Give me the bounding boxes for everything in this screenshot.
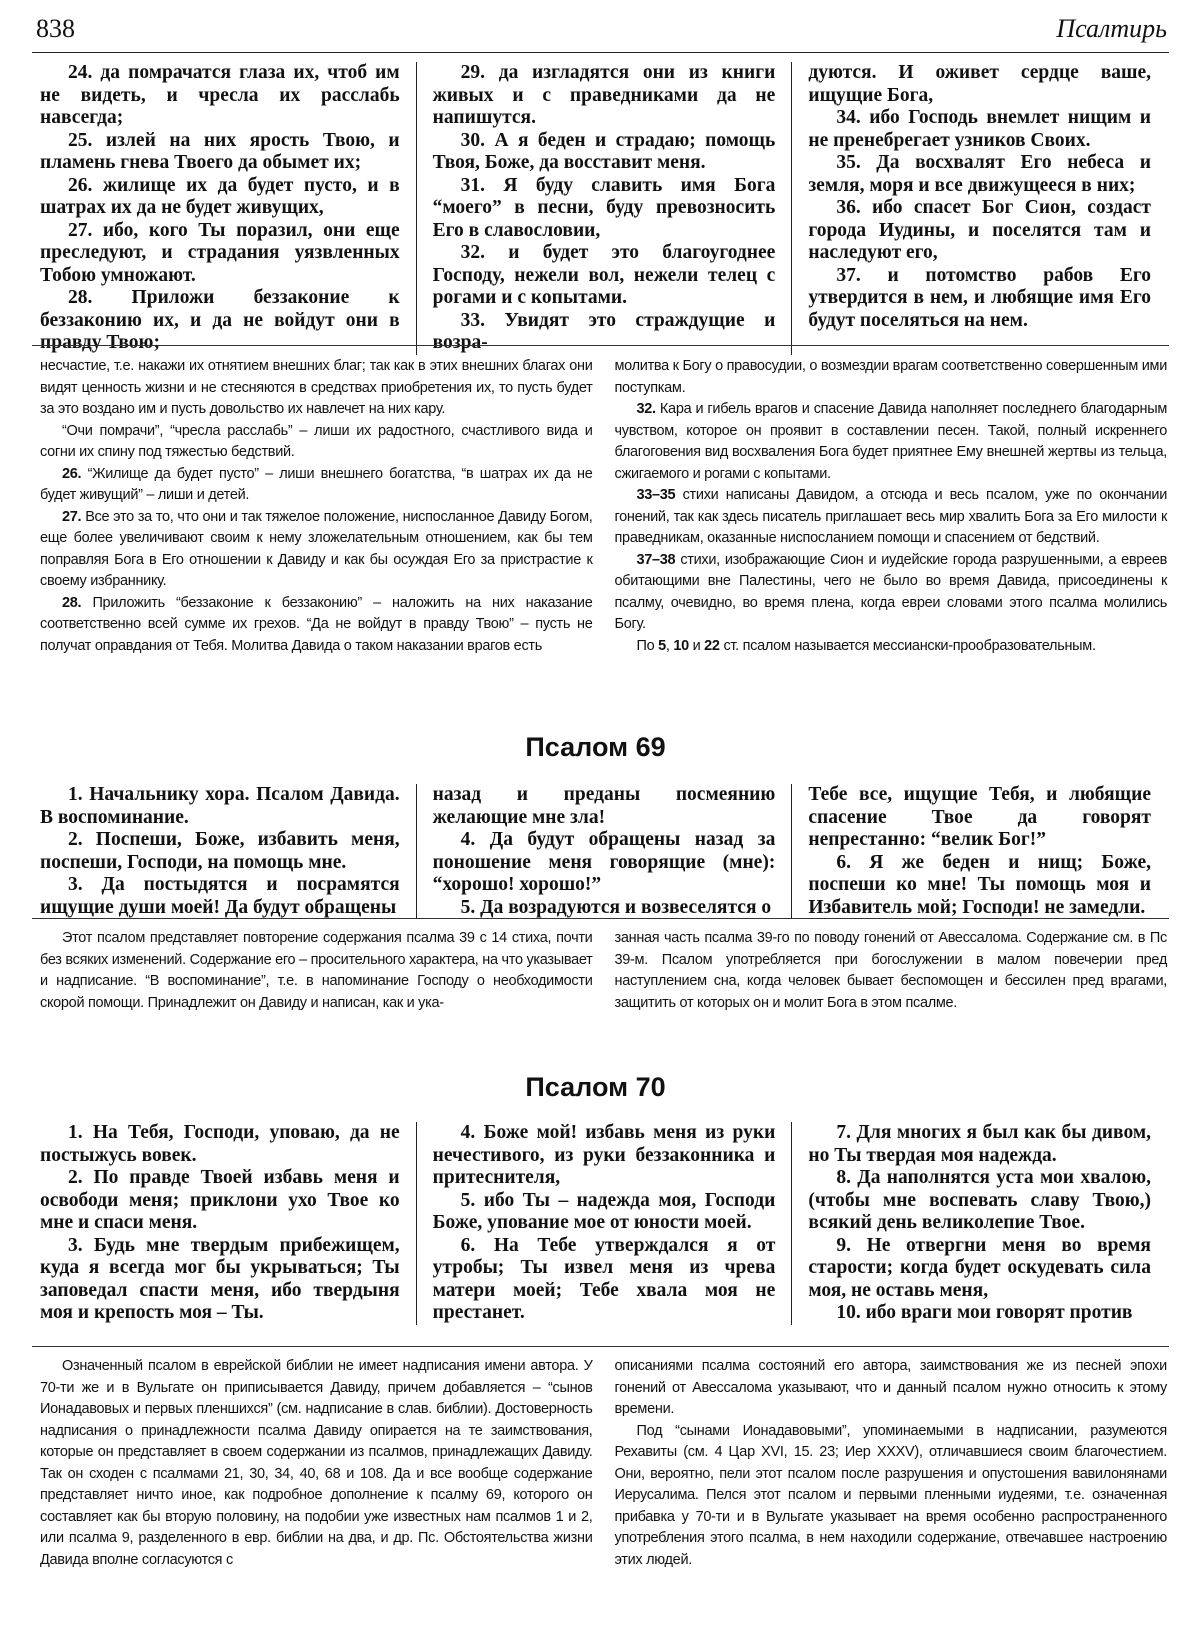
verse: 2. Поспеши, Боже, избавить меня, поспеши, Господи, на помощь мне. [40, 829, 400, 873]
commentary-paragraph: 37–38 стихи, изображающие Сион и иудейские города разрушенными, а евреев обитающими вне Палестины, чего не было во время Давида, присоединены к псалму, очевидно, во время плена, когда евреи словами этого псалма молились Богу. [614, 551, 1167, 632]
verse: 4. Боже мой! избавь меня из руки нечестивого, из руки беззаконника и притеснителя, [432, 1122, 776, 1188]
header-rule [32, 52, 1169, 53]
psalm69-verses [40, 784, 1167, 919]
verse-ref: 26. [62, 465, 82, 482]
verse: 2. По правде Твоей избавь меня и освободи меня; приклони ухо Твое ко мне и спаси меня. [40, 1167, 400, 1233]
commentary-paragraph: 27. Все это за то, что они и так тяжелое положение, ниспосланное Давиду Богом, еще более увеличивают своим к нему зложелательным отношением, как бы тем поправляя Бога в Его отношении к Давиду и как бы осуждая Его за пристрастие к своему избраннику. [40, 508, 593, 589]
verse-column-3 [791, 784, 1167, 919]
verse-ref: 27. [62, 508, 82, 525]
verse: 5. Да возрадуются и возвеселятся о [460, 896, 772, 918]
verse: 5. ибо Ты – надежда моя, Господи Боже, упование мое от юности моей. [432, 1189, 776, 1233]
commentary-column-right [615, 1356, 1168, 1571]
psalm70-commentary [40, 1356, 1167, 1571]
verse-continuation: назад и преданы посмеянию желающие мне зла! [432, 784, 776, 828]
section-rule [32, 345, 1169, 346]
verse: 26. жилище их да будет пусто, и в шатрах их да не будет живущих, [40, 174, 400, 218]
commentary-paragraph: 28. Приложить “беззаконие к беззаконию” – наложить на них наказание соответственно всей сумме их грехов. “Да не войдут в правду Твою” – пусть не получат оправдания от Тебя. Молитва Давида о таком наказании врагов есть [40, 594, 593, 654]
verse-column-1 [40, 1122, 416, 1325]
psalm70-verses [40, 1122, 1167, 1325]
commentary-column-left [40, 928, 593, 1014]
verse: 27. ибо, кого Ты поразил, они еще преследуют, и страдания уязвленных Тобою умножают. [40, 219, 400, 286]
verse-ref: 32. [636, 401, 656, 417]
psalm69-commentary [40, 928, 1167, 1014]
verse: 31. Я буду славить имя Бога “моего” в песни, буду превозносить Его в славословии, [432, 174, 776, 241]
commentary-column-left [40, 1356, 593, 1571]
commentary-paragraph: Означенный псалом в еврейской библии не имеет надписания имени автора. У 70-ти же и в Вульгате он приписывается Давиду, причем добавляется – “сынов Ионадавовых и первых пленшихся” (см. надписание в слав. библии). Достоверность надписания о принадлежности псалма Давиду опирается на те заимствования, которые он представляет в своем содержании из псалмов, принадлежащих Давиду. Так он сходен с псалмами 21, 30, 34, 40, 68 и 108. Да и все вообще содержание представляет ничто иное, как подробное дополнение к псалму 69, которого он составляет как бы вторую половину, на подобии уже известных нам псалмов 1 и 2, или псалма 9, разделенного в евр. библии на два, и др. Пс. Обстоятельства жизни Давида вполне согласуются с [40, 1358, 593, 1568]
commentary-column-left [40, 356, 593, 657]
running-title: Псалтирь [1056, 14, 1167, 43]
commentary-paragraph: молитва к Богу о правосудии, о возмездии врагам соответственно совершенным ими поступкам. [614, 358, 1167, 396]
verse: 8. Да наполнятся уста мои хвалою, (чтобы мне воспевать славу Твою,) всякий день великолепие Твое. [808, 1167, 1151, 1233]
verse-column-2 [416, 62, 792, 355]
verse-ref: 28. [62, 594, 82, 611]
commentary-paragraph: 33–35 стихи написаны Давидом, а отсюда и весь псалом, уже по окончании гонений, так как здесь писатель приглашает весь мир хвалить Бога за Его милости к праведникам, оказанные ниспосланием помощи и спасением от бедствий. [614, 487, 1167, 546]
psalm68-verses [40, 62, 1167, 355]
verse: 7. Для многих я был как бы дивом, но Ты твердая моя надежда. [808, 1122, 1151, 1166]
verse-ref: 33–35 [636, 487, 676, 503]
verse: 32. и будет это благоугоднее Господу, нежели вол, нежели телец с рогами и с копытами. [432, 242, 776, 308]
verse: 6. На Тебе утверждался я от утробы; Ты извел меня из чрева матери моей; Тебе хвала моя не престанет. [432, 1234, 776, 1323]
verse-column-2 [416, 784, 792, 919]
verse: 35. Да восхвалят Его небеса и земля, моря и все движущееся в них; [808, 152, 1151, 196]
verse: 28. Приложи беззаконие к беззаконию их, и да не войдут они в правду Твою; [40, 287, 400, 353]
commentary-paragraph: 26. “Жилище да будет пусто” – лиши внешнего богатства, “в шатрах их да не будет живущий” – лиши и детей. [40, 465, 593, 503]
verse: 3. Будь мне твердым прибежищем, куда я всегда мог бы укрываться; Ты заповедал спасти меня, ибо твердыня моя и крепость моя – Ты. [40, 1234, 400, 1323]
commentary-paragraph: несчастие, т.е. накажи их отнятием внешних благ; так как в этих внешних благах они видят ценность жизни и не стесняются в средствах приобретения их, то пусть будет за это воздано им и пусть довольство их навлечет на них кару. [40, 358, 593, 417]
verse: 33. Увидят это страждущие и возра- [432, 309, 776, 353]
verse-column-3 [791, 62, 1167, 355]
verse: 1. Начальнику хора. Псалом Давида. В воспоминание. [40, 784, 400, 828]
commentary-paragraph: Под “сынами Ионадавовыми”, упоминаемыми в надписании, разумеются Рехавиты (см. 4 Цар XVI, 15. 23; Иер XXXV), отличавшиеся своим благочестием. Они, вероятно, пели этот псалом после разрушения и опустошения вавилонянами Иерусалима. Пелся этот псалом и первыми пленными иудеями, т.е. означенная прибавка у 70-ти и в Вульгате указывает на время особенно распространенного употребления этого псалма, в нем находили содержание, отвечавшее настроению этих людей. [614, 1422, 1167, 1568]
verse: 29. да изгладятся они из книги живых и с праведниками да не напишутся. [432, 62, 776, 128]
commentary-paragraph: Этот псалом представляет повторение содержания псалма 39 с 14 стиха, почти без всяких изменений. Содержание его – просительного характера, на что указывает и надписание. “В воспоминание”, т.е. в напоминание Господу о необходимости скорой помощи. Принадлежит он Давиду и написан, как и ука- [40, 930, 593, 1011]
verse-column-1 [40, 62, 416, 355]
commentary-paragraph: “Очи помрачи”, “чресла расслабь” – лиши их радостного, счастливого вида и согни их спину под тяжестью бедствий. [40, 422, 593, 460]
psalm68-commentary [40, 356, 1167, 657]
commentary-paragraph: описаниями псалма состояний его автора, заимствования же из песней эпохи гонений от Авессалома указывают, что и данный псалом нужно относить к этому времени. [614, 1358, 1167, 1417]
verse-column-2 [416, 1122, 792, 1325]
verse: 25. излей на них ярость Твою, и пламень гнева Твоего да обымет их; [40, 129, 400, 173]
verse: 24. да помрачатся глаза их, чтоб им не видеть, и чресла их расслабь навсегда; [40, 62, 400, 128]
verse: 3. Да постыдятся и посрамятся ищущие души моей! Да будут обращены [40, 874, 400, 918]
commentary-column-right [615, 928, 1168, 1014]
verse: 30. А я беден и страдаю; помощь Твоя, Боже, да восставит меня. [432, 129, 776, 173]
page-number: 838 [36, 14, 75, 43]
section-rule [32, 918, 1169, 919]
verse: 9. Не отвергни меня во время старости; когда будет оскудевать сила моя, не оставь меня, [808, 1234, 1151, 1301]
verse: 6. Я же беден и нищ; Боже, поспеши ко мне! Ты помощь моя и Избавитель мой; Господи! не замедли. [808, 851, 1151, 918]
commentary-paragraph: 32. Кара и гибель врагов и спасение Давида наполняет последнего благодарным чувством, которое он проявит в составлении песен. Такой, полный искреннего благоговения вид восхваления Бога будет приятнее Ему внешней жертвы из тельца, сжигаемого и рогами с копытами. [614, 401, 1167, 482]
verse: 4. Да будут обращены назад за поношение меня говорящие (мне): “хорошо! хорошо!” [432, 829, 776, 895]
verse: 37. и потомство рабов Его утвердится в нем, и любящие имя Его будут поселяться на нем. [808, 264, 1151, 331]
verse-continuation: дуются. И оживет сердце ваше, ищущие Бога, [808, 62, 1151, 106]
verse: 10. ибо враги мои говорят против [836, 1302, 1133, 1323]
verse: 1. На Тебя, Господи, уповаю, да не постыжусь вовек. [40, 1122, 400, 1166]
section-rule [32, 1346, 1169, 1347]
verse-column-1 [40, 784, 416, 919]
commentary-paragraph: По 5, 10 и 22 ст. псалом называется мессиански-прообразовательным. [636, 637, 1096, 654]
commentary-paragraph: занная часть псалма 39-го по поводу гонений от Авессалома. Содержание см. в Пс 39-м. Псалом употребляется при богослужении в малом повечерии пред наступлением сна, когда человек бывает беспомощен и бессилен пред врагами, защитить от которых он и молит Бога в этом псалме. [614, 930, 1167, 1011]
verse-ref: 37–38 [636, 551, 676, 568]
commentary-column-right [615, 356, 1168, 657]
verse: 36. ибо спасет Бог Сион, создаст города Иудины, и поселятся там и наследуют его, [808, 197, 1151, 263]
verse: 34. ибо Господь внемлет нищим и не пренебрегает узников Своих. [808, 107, 1151, 151]
psalm-69-title: Псалом 69 [525, 732, 666, 762]
psalm-70-title: Псалом 70 [525, 1072, 666, 1102]
verse-continuation: Тебе все, ищущие Тебя, и любящие спасение Твое да говорят непрестанно: “велик Бог!” [808, 784, 1151, 850]
verse-column-3 [791, 1122, 1167, 1325]
